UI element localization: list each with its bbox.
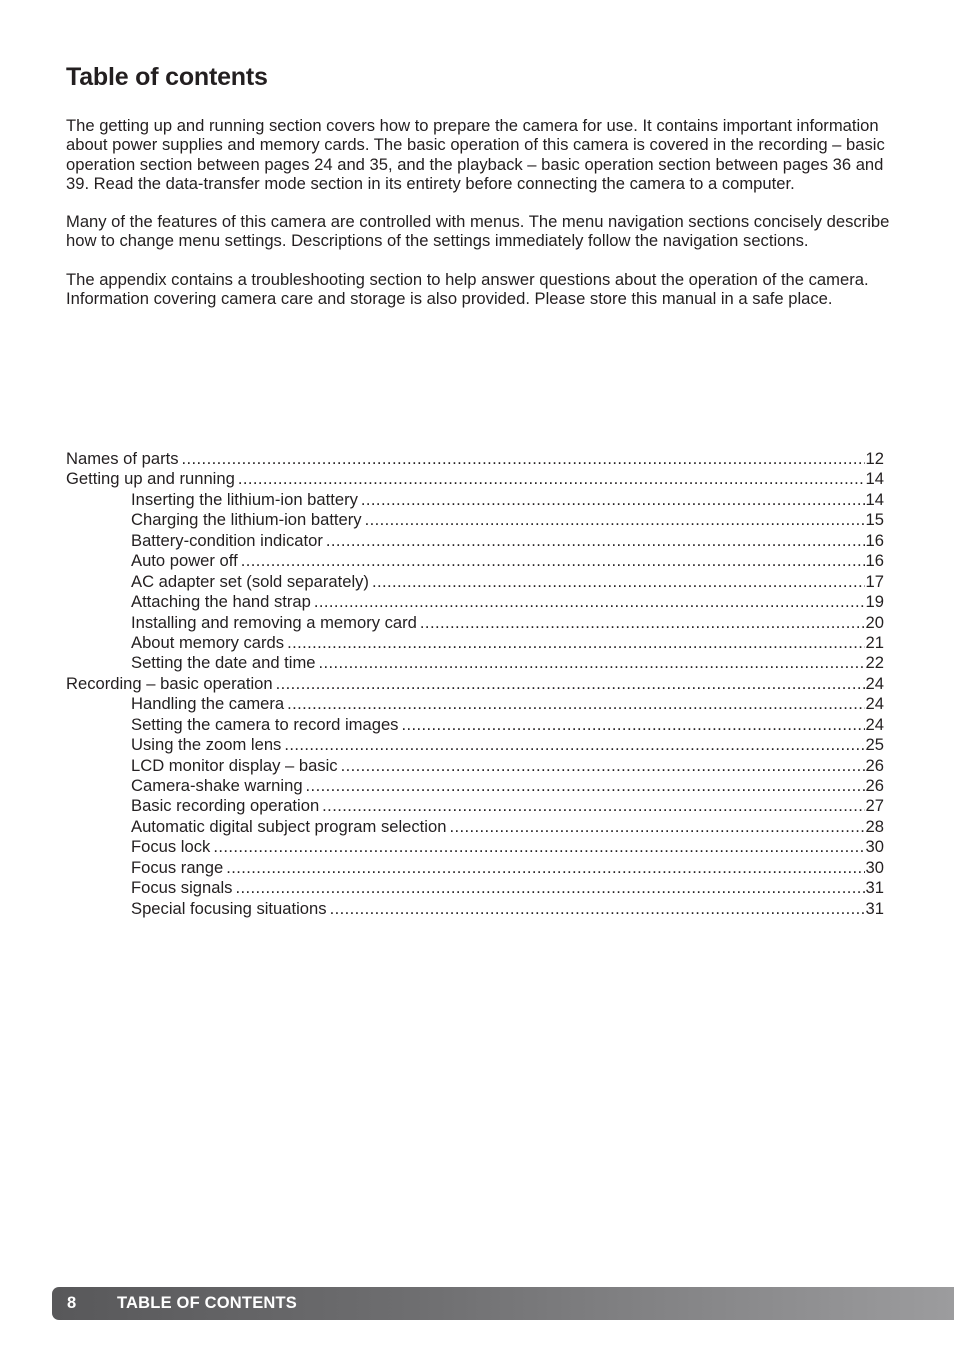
toc-entry-page: 26 xyxy=(865,755,884,775)
toc-entry-page: 31 xyxy=(865,878,884,898)
toc-entry-title: Focus lock xyxy=(131,837,211,857)
toc-entry-page: 27 xyxy=(865,796,884,816)
toc-entry[interactable] xyxy=(66,776,884,796)
toc-entry[interactable] xyxy=(66,490,884,510)
toc-leader-dots xyxy=(241,551,865,571)
toc-leader-dots xyxy=(322,796,864,816)
toc-entry-page: 22 xyxy=(865,653,884,673)
footer-bar xyxy=(52,1287,954,1320)
toc-leader-dots xyxy=(365,510,865,530)
toc-leader-dots xyxy=(284,735,864,755)
toc-entry-title: Focus range xyxy=(131,857,224,877)
toc-leader-dots xyxy=(287,694,864,714)
toc-leader-dots xyxy=(287,633,864,653)
toc-entry-title: Basic recording operation xyxy=(131,796,320,816)
toc-entry-title: Camera-shake warning xyxy=(131,776,303,795)
toc-entry-title: Focus signals xyxy=(131,878,233,898)
toc-entry-title: Installing and removing a memory card xyxy=(131,612,417,632)
toc-leader-dots xyxy=(226,858,864,878)
toc-list xyxy=(66,449,884,919)
toc-entry-title: Attaching the hand strap xyxy=(131,592,311,612)
toc-entry-page: 24 xyxy=(865,694,884,714)
toc-entry[interactable] xyxy=(66,837,884,857)
toc-entry-page: 19 xyxy=(865,592,884,612)
toc-entry-title: Names of parts xyxy=(66,449,179,468)
toc-entry-page: 15 xyxy=(865,510,884,530)
toc-entry[interactable] xyxy=(66,653,884,673)
toc-entry-page: 16 xyxy=(865,530,884,550)
toc-entry[interactable] xyxy=(66,551,884,571)
toc-entry-page: 20 xyxy=(865,612,884,632)
toc-entry[interactable] xyxy=(66,817,884,837)
toc-entry-page: 24 xyxy=(865,673,884,693)
toc-entry-page: 31 xyxy=(865,898,884,918)
toc-entry[interactable] xyxy=(66,592,884,612)
toc-leader-dots xyxy=(420,613,865,633)
toc-entry-title: Setting the camera to record images xyxy=(131,714,399,734)
toc-entry-title: Special focusing situations xyxy=(131,898,327,918)
toc-entry-title: About memory cards xyxy=(131,632,285,652)
toc-entry[interactable] xyxy=(66,469,884,489)
toc-entry-title: Getting up and running xyxy=(66,469,235,489)
toc-entry-page: 25 xyxy=(865,735,884,755)
toc-leader-dots xyxy=(238,469,865,489)
toc-entry[interactable] xyxy=(66,674,884,694)
toc-leader-dots xyxy=(401,715,864,735)
toc-entry[interactable] xyxy=(66,510,884,530)
toc-entry-title: Setting the date and time xyxy=(131,653,316,673)
toc-entry[interactable] xyxy=(66,796,884,816)
toc-leader-dots xyxy=(341,756,865,776)
toc-entry-title: Inserting the lithium-ion battery xyxy=(131,489,358,509)
toc-leader-dots xyxy=(330,899,865,919)
toc-entry-page: 21 xyxy=(865,632,884,652)
toc-entry-page: 30 xyxy=(865,837,884,857)
toc-entry-page: 24 xyxy=(865,714,884,734)
intro-paragraph: Many of the features of this camera are controlled with menus. The menu navigation sections concisely describe how to change menu settings. Descriptions of the settings immediately follow the navigation sections. xyxy=(66,212,890,251)
toc-entry-title: AC adapter set (sold separately) xyxy=(131,571,369,591)
toc-entry[interactable] xyxy=(66,449,884,469)
toc-leader-dots xyxy=(449,817,864,837)
toc-entry[interactable] xyxy=(66,899,884,919)
toc-leader-dots xyxy=(276,674,865,694)
toc-leader-dots xyxy=(361,490,865,510)
intro-text xyxy=(66,116,896,327)
toc-entry-page: 30 xyxy=(865,857,884,877)
toc-entry-page: 12 xyxy=(865,449,884,468)
toc-entry[interactable] xyxy=(66,858,884,878)
toc-entry[interactable] xyxy=(66,613,884,633)
toc-entry-page: 16 xyxy=(865,551,884,571)
toc-entry-title: Using the zoom lens xyxy=(131,735,282,755)
toc-entry-title: Handling the camera xyxy=(131,694,285,714)
toc-leader-dots xyxy=(314,592,865,612)
toc-entry[interactable] xyxy=(66,735,884,755)
page-title: Table of contents xyxy=(66,63,268,91)
intro-paragraph: The appendix contains a troubleshooting section to help answer questions about the operation of the camera. Information covering camera care and storage is also provided. Please store this manual in a safe place. xyxy=(66,269,869,309)
toc-entry[interactable] xyxy=(66,572,884,592)
toc-entry-page: 28 xyxy=(865,816,884,836)
toc-leader-dots xyxy=(306,776,865,796)
toc-entry[interactable] xyxy=(66,633,884,653)
toc-leader-dots xyxy=(213,837,864,857)
toc-entry-page: 14 xyxy=(865,469,884,489)
intro-paragraph: The getting up and running section covers how to prepare the camera for use. It contains important information about power supplies and memory cards. The basic operation of this camera is covered in the recording – basic operation section between pages 24 and 35, and the playback – basic operation section between pages 36 and 39. Read the data-transfer mode section in its entirety before connecting the camera to a computer. xyxy=(66,116,885,193)
toc-entry[interactable] xyxy=(66,715,884,735)
toc-entry-title: Recording – basic operation xyxy=(66,673,273,693)
toc-entry-page: 26 xyxy=(865,776,884,795)
toc-entry-title: LCD monitor display – basic xyxy=(131,755,338,775)
page-number: 8 xyxy=(67,1294,77,1312)
toc-entry-title: Charging the lithium-ion battery xyxy=(131,510,362,530)
toc-leader-dots xyxy=(182,449,865,469)
toc-entry-page: 14 xyxy=(865,489,884,509)
toc-entry[interactable] xyxy=(66,756,884,776)
toc-entry[interactable] xyxy=(66,694,884,714)
toc-leader-dots xyxy=(319,653,865,673)
toc-entry[interactable] xyxy=(66,531,884,551)
section-label: TABLE OF CONTENTS xyxy=(117,1294,298,1312)
toc-entry-page: 17 xyxy=(865,571,884,591)
toc-entry-title: Auto power off xyxy=(131,551,238,571)
toc-leader-dots xyxy=(235,878,864,898)
toc-leader-dots xyxy=(372,572,865,592)
toc-entry-title: Automatic digital subject program selection xyxy=(131,816,447,836)
toc-leader-dots xyxy=(326,531,865,551)
toc-entry-title: Battery-condition indicator xyxy=(131,530,323,550)
toc-entry[interactable] xyxy=(66,878,884,898)
